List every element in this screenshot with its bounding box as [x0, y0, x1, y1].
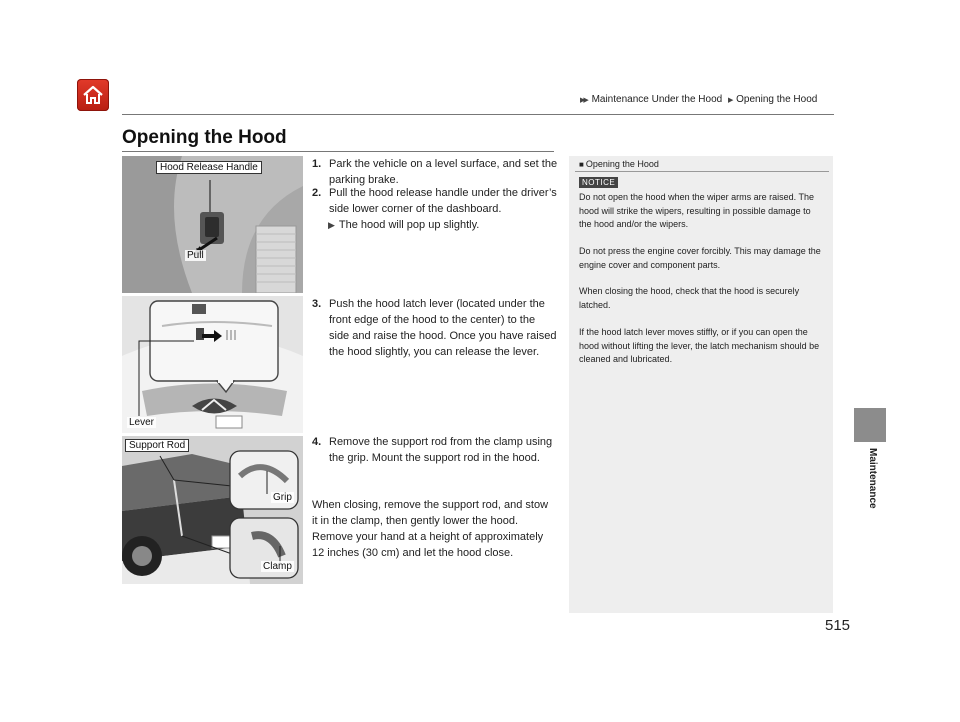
label-lever: Lever	[129, 417, 155, 428]
header-divider	[122, 114, 834, 115]
label-clamp: Clamp	[263, 561, 292, 572]
step-4	[312, 434, 558, 466]
note-paragraph: Do not open the hood when the wiper arms are raised. The hood will strike the wipers, resulting in possible damage to the hood and/or the wipers.	[579, 192, 814, 229]
notes-heading-text: Opening the Hood	[585, 159, 659, 169]
step-number: 3.	[312, 298, 322, 310]
note-paragraph: When closing the hood, check that the hood is securely latched.	[579, 286, 800, 310]
notice-badge: NOTICE	[579, 177, 618, 188]
note-icon: ■	[579, 160, 584, 169]
hood-latch-illustration	[122, 296, 303, 433]
section-tab-marker	[854, 408, 886, 442]
figure-hood-latch-lever	[122, 296, 303, 433]
step-1	[312, 156, 558, 188]
notes-panel	[569, 156, 833, 613]
closing-instructions: When closing, remove the support rod, and stow it in the clamp, then gently lower the hood. Remove your hand at a height of approximately 12 inches (30 cm) and let the hood close.	[312, 499, 549, 559]
label-pull: Pull	[187, 250, 204, 261]
title-divider	[122, 151, 554, 152]
label-support-rod: Support Rod	[125, 439, 189, 452]
step-number: 4.	[312, 436, 322, 448]
step-2	[312, 185, 558, 217]
step-text: Remove the support rod from the clamp using the grip. Mount the support rod in the hood.	[329, 436, 553, 464]
figure-hood-release-handle	[122, 156, 303, 293]
home-icon	[81, 83, 105, 107]
step-text: Pull the hood release handle under the driver’s side lower corner of the dashboard.	[329, 187, 557, 215]
label-hood-release-handle: Hood Release Handle	[156, 161, 262, 174]
step-text: Push the hood latch lever (located under the front edge of the hood to the center) to the side and raise the hood. Once you have raised the hood slightly, you can release the lever.	[329, 298, 557, 358]
breadcrumb-item-opening-the-hood[interactable]: Opening the Hood	[736, 94, 818, 105]
note-paragraph: If the hood latch lever moves stiffly, or if you can open the hood without lifting the lever, the latch mechanism should be cleaned and lubricated.	[579, 327, 820, 364]
breadcrumb-item-maintenance-under-the-hood[interactable]: Maintenance Under the Hood	[591, 94, 723, 105]
notes-heading	[579, 159, 659, 169]
step-number: 2.	[312, 187, 322, 199]
triangle-right-icon: ▶	[328, 220, 335, 230]
triangle-right-icon: ▶	[727, 97, 732, 104]
figure-support-rod	[122, 436, 303, 584]
home-button[interactable]	[77, 79, 109, 111]
step-number: 1.	[312, 158, 322, 170]
page-title: Opening the Hood	[122, 127, 287, 148]
section-tab-label[interactable]: Maintenance	[867, 448, 878, 509]
step-text: Park the vehicle on a level surface, and set the parking brake.	[329, 158, 558, 186]
step-2-result	[328, 217, 558, 233]
notes-divider	[575, 171, 829, 172]
note-paragraph: Do not press the engine cover forcibly. This may damage the engine cover and component parts.	[579, 246, 821, 270]
hood-release-illustration	[122, 156, 303, 293]
breadcrumb	[580, 94, 817, 105]
double-triangle-right-icon: ▶▶	[580, 97, 587, 104]
result-text: The hood will pop up slightly.	[338, 219, 480, 231]
step-3	[312, 296, 558, 360]
label-grip: Grip	[273, 492, 292, 503]
page-number: 515	[825, 617, 851, 634]
